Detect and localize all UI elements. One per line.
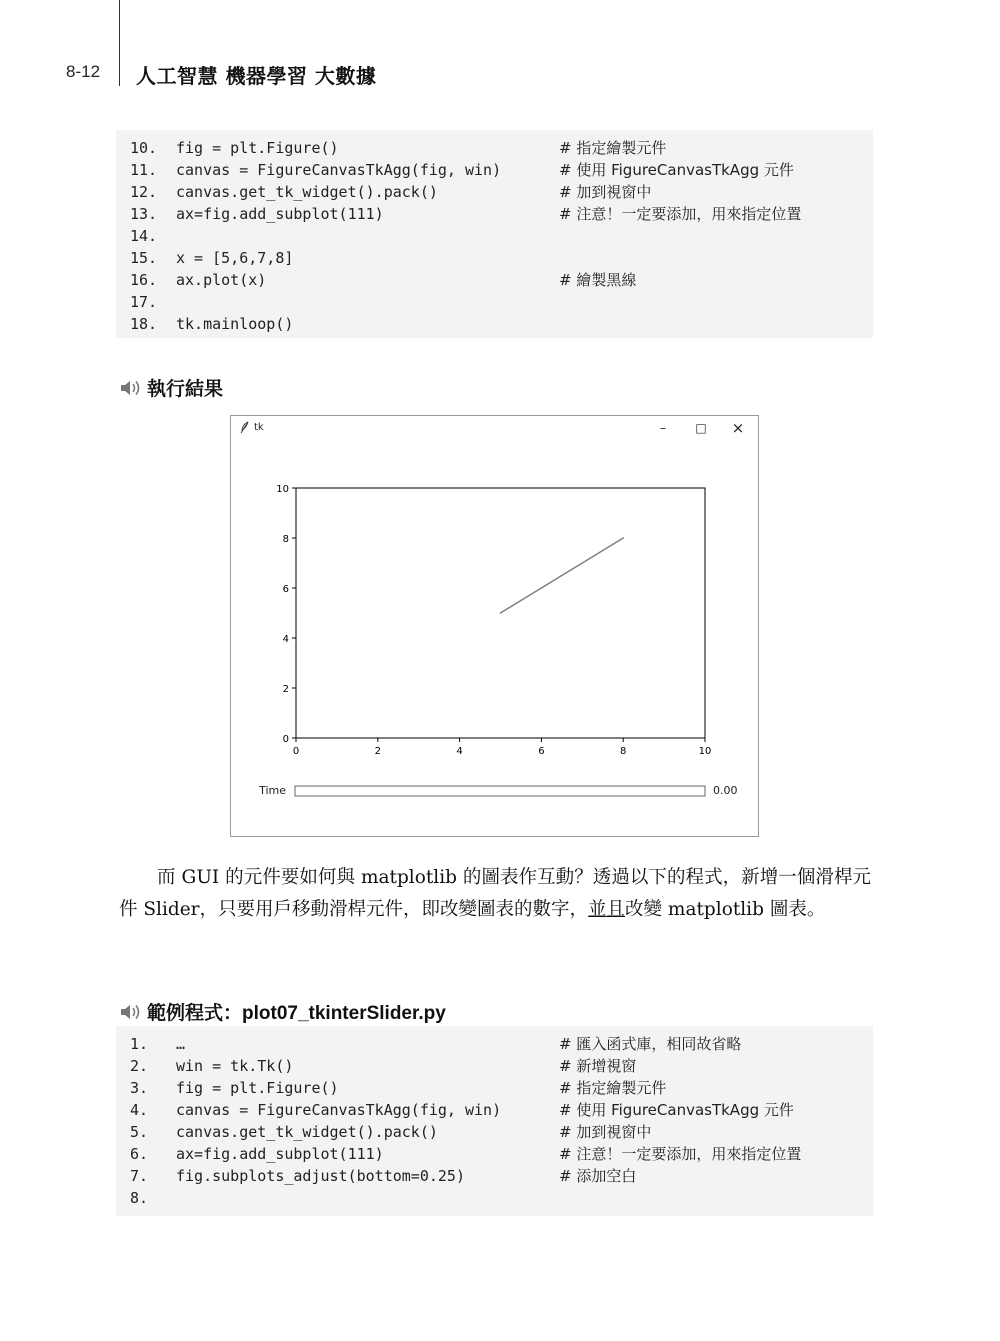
y-tick-label: 0 — [282, 734, 289, 745]
code-text: win = tk.Tk() — [176, 1057, 294, 1075]
code-text: fig.subplots_adjust(bottom=0.25) — [176, 1167, 465, 1185]
code-line — [116, 1033, 873, 1055]
code-line — [116, 181, 873, 203]
x-tick-label: 6 — [538, 746, 545, 757]
code-comment: # 注意！一定要添加，用來指定位置 — [559, 205, 802, 223]
code-text: … — [176, 1035, 186, 1053]
speaker-icon — [119, 378, 143, 398]
line-number: 6. — [130, 1145, 149, 1163]
code-text: x = [5,6,7,8] — [176, 249, 294, 267]
result-heading-text: 執行結果 — [147, 378, 224, 400]
line-number: 5. — [130, 1123, 149, 1141]
code-line — [116, 159, 873, 181]
code-text: ax.plot(x) — [176, 271, 267, 289]
line-chart — [231, 416, 758, 836]
code-line — [116, 269, 873, 291]
series-line — [501, 538, 624, 613]
line-number: 16. — [130, 271, 158, 289]
example-heading — [119, 998, 446, 1025]
code-comment: # 使用 FigureCanvasTkAgg 元件 — [559, 161, 794, 179]
line-number: 1. — [130, 1035, 149, 1053]
line-number: 17. — [130, 293, 158, 311]
code-text: ax=fig.add_subplot(111) — [176, 205, 384, 223]
code-line — [116, 203, 873, 225]
data-point — [582, 562, 584, 564]
line-number: 3. — [130, 1079, 149, 1097]
line-number: 14. — [130, 227, 158, 245]
code-line — [116, 1187, 873, 1209]
code-comment: # 加到視窗中 — [559, 1123, 652, 1141]
data-point — [500, 612, 502, 614]
code-text: ax=fig.add_subplot(111) — [176, 1145, 384, 1163]
tk-window-title: tk — [254, 422, 264, 433]
paragraph-underlined: 並且 — [588, 899, 626, 920]
code-comment: # 添加空白 — [559, 1167, 637, 1185]
code-comment: # 注意！一定要添加，用來指定位置 — [559, 1145, 802, 1163]
code-line — [116, 1143, 873, 1165]
code-line — [116, 313, 873, 335]
line-number: 11. — [130, 161, 158, 179]
line-number: 13. — [130, 205, 158, 223]
code-line — [116, 1055, 873, 1077]
code-line — [116, 1121, 873, 1143]
example-heading-text: 範例程式：plot07_tkinterSlider.py — [147, 1003, 446, 1024]
x-tick-label: 8 — [620, 746, 627, 757]
time-slider[interactable] — [295, 786, 705, 796]
close-button[interactable]: × — [731, 419, 745, 437]
line-number: 12. — [130, 183, 158, 201]
y-tick-label: 10 — [276, 484, 289, 495]
code-comment: # 匯入函式庫，相同故省略 — [559, 1035, 742, 1053]
code-comment: # 指定繪製元件 — [559, 139, 667, 157]
code-comment: # 繪製黑線 — [559, 271, 637, 289]
code-text: canvas.get_tk_widget().pack() — [176, 1123, 438, 1141]
line-number: 7. — [130, 1167, 149, 1185]
speaker-icon — [119, 1002, 143, 1022]
x-tick-label: 4 — [456, 746, 463, 757]
line-number: 15. — [130, 249, 158, 267]
code-line — [116, 1165, 873, 1187]
slider-value: 0.00 — [713, 784, 738, 797]
line-number: 8. — [130, 1189, 149, 1207]
paragraph-part1: 而 GUI 的元件要如何與 matplotlib 的圖表作互動？透過以下的程式，新增一個滑桿元件 Slider，只要用戶移動滑桿元件，即改變圖表的數字， — [119, 867, 871, 920]
minimize-button[interactable]: – — [660, 421, 666, 435]
code-line — [116, 1077, 873, 1099]
body-paragraph — [119, 862, 871, 926]
code-text: canvas = FigureCanvasTkAgg(fig, win) — [176, 1101, 502, 1119]
page-number: 8-12 — [66, 62, 101, 81]
code-line — [116, 1099, 873, 1121]
y-tick-label: 8 — [282, 534, 289, 545]
x-tick-label: 2 — [374, 746, 381, 757]
paragraph-part2: 改變 matplotlib 圖表。 — [625, 899, 826, 920]
y-tick-label: 4 — [282, 634, 289, 645]
code-block-1 — [116, 130, 873, 338]
line-number: 2. — [130, 1057, 149, 1075]
result-heading — [119, 374, 223, 401]
x-tick-label: 10 — [698, 746, 712, 757]
code-line — [116, 247, 873, 269]
x-tick-label: 0 — [292, 746, 300, 757]
line-number: 4. — [130, 1101, 149, 1119]
code-block-2 — [116, 1026, 873, 1216]
code-text: tk.mainloop() — [176, 315, 294, 333]
data-point — [622, 537, 624, 539]
code-text: fig = plt.Figure() — [176, 139, 339, 157]
code-comment: # 加到視窗中 — [559, 183, 652, 201]
code-text: canvas = FigureCanvasTkAgg(fig, win) — [176, 161, 502, 179]
tk-window — [230, 415, 759, 837]
line-number: 18. — [130, 315, 158, 333]
code-line — [116, 291, 873, 313]
y-tick-label: 6 — [282, 584, 289, 595]
code-comment: # 使用 FigureCanvasTkAgg 元件 — [559, 1101, 794, 1119]
code-comment: # 新增視窗 — [559, 1057, 637, 1075]
book-title: 人工智慧 機器學習 大數據 — [136, 64, 377, 88]
code-text: fig = plt.Figure() — [176, 1079, 339, 1097]
code-text: canvas.get_tk_widget().pack() — [176, 183, 438, 201]
maximize-button[interactable]: □ — [695, 421, 707, 435]
code-comment: # 指定繪製元件 — [559, 1079, 667, 1097]
line-number: 10. — [130, 139, 158, 157]
slider-label: Time — [259, 784, 286, 797]
header-divider — [119, 0, 120, 86]
y-tick-label: 2 — [282, 684, 289, 695]
code-line — [116, 225, 873, 247]
code-line — [116, 137, 873, 159]
data-point — [541, 587, 543, 589]
